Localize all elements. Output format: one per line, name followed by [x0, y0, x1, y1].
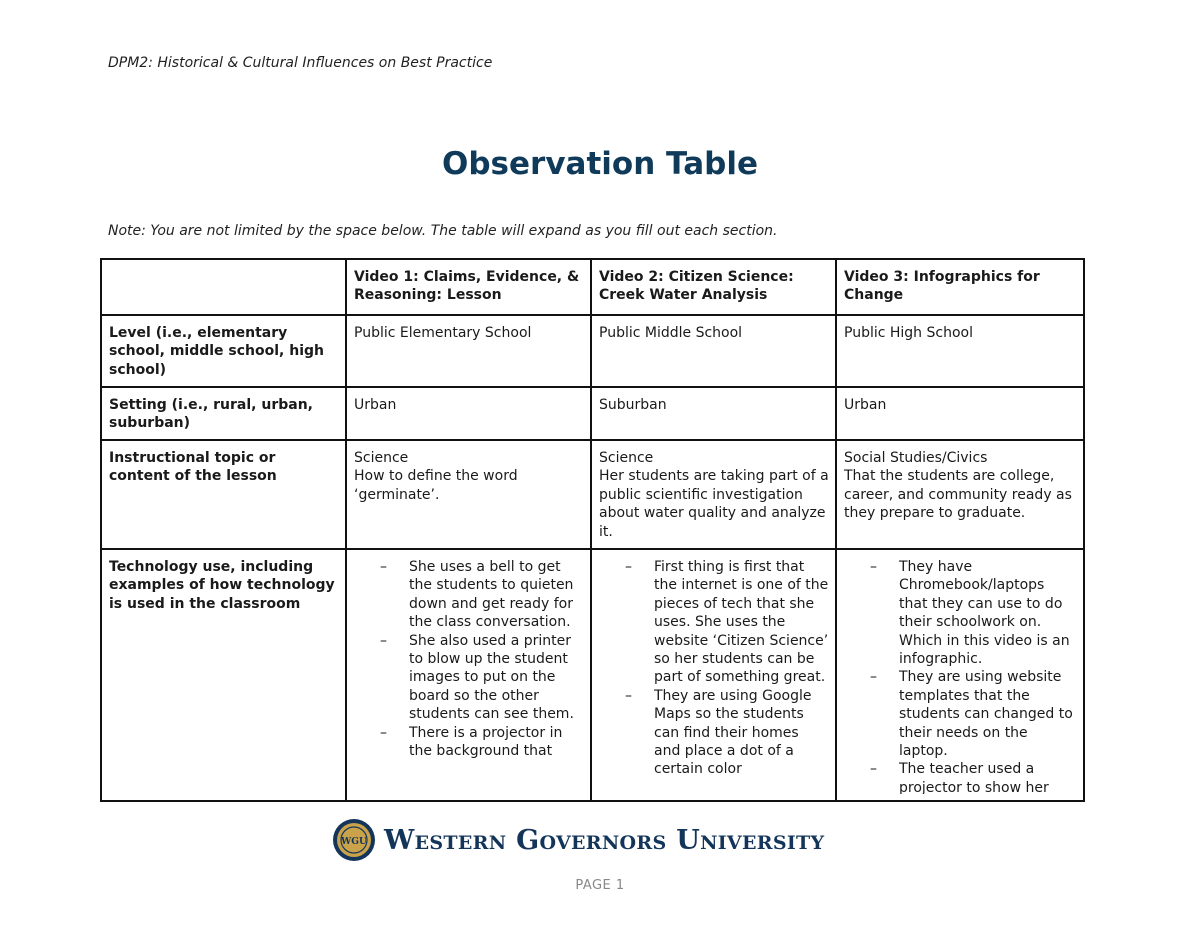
- cell-level-video-2: Public Middle School: [591, 315, 836, 387]
- list-item: – They are using Google Maps so the students can find their homes and place a dot of a certain color: [654, 687, 829, 779]
- cell-topic-video-3: [836, 440, 1084, 549]
- cell-topic-video-1: [346, 440, 591, 549]
- observation-table: [100, 258, 1085, 802]
- page-title: Observation Table: [442, 146, 758, 182]
- list-item: – First thing is first that the internet is one of the pieces of tech that she uses. She uses the website ‘Citizen Science’ so her students can be part of something great.: [654, 558, 829, 687]
- instruction-note: Note: You are not limited by the space below. The table will expand as you fill out each section.: [108, 223, 778, 239]
- topic-detail: Her students are taking part of a public scientific investigation about water quality and analyze it.: [599, 468, 829, 540]
- technology-list: [844, 558, 1077, 794]
- cell-setting-video-2: Suburban: [591, 387, 836, 440]
- list-item: – They are using website templates that the students can changed to their needs on the laptop.: [899, 668, 1077, 760]
- topic-detail: How to define the word ‘germinate’.: [354, 468, 518, 503]
- list-item: – They have Chromebook/laptops that they can use to do their schoolwork on. Which in this video is an infographic.: [899, 558, 1077, 668]
- table-row-technology: [101, 549, 1084, 801]
- topic-subject: Social Studies/Civics: [844, 450, 988, 466]
- technology-list: [354, 558, 584, 760]
- row-label-topic: Instructional topic or content of the lesson: [101, 440, 346, 549]
- cell-technology-video-3: [836, 549, 1084, 801]
- table-header-row: [101, 259, 1084, 315]
- cell-topic-video-2: [591, 440, 836, 549]
- topic-subject: Science: [599, 450, 654, 466]
- cell-technology-video-2: [591, 549, 836, 801]
- row-label-technology: Technology use, including examples of how technology is used in the classroom: [101, 549, 346, 801]
- seal-letters: WGU: [341, 837, 367, 847]
- topic-subject: Science: [354, 450, 409, 466]
- row-label-level: Level (i.e., elementary school, middle school, high school): [101, 315, 346, 387]
- row-label-setting: Setting (i.e., rural, urban, suburban): [101, 387, 346, 440]
- column-header-video-2: Video 2: Citizen Science: Creek Water Analysis: [591, 259, 836, 315]
- cell-technology-video-1: [346, 549, 591, 801]
- list-item: – There is a projector in the background that: [409, 724, 584, 761]
- cell-level-video-1: Public Elementary School: [346, 315, 591, 387]
- cell-level-video-3: Public High School: [836, 315, 1084, 387]
- list-item: – She also used a printer to blow up the student images to put on the board so the other students can see them.: [409, 632, 584, 724]
- technology-list: [599, 558, 829, 779]
- topic-detail: That the students are college, career, and community ready as they prepare to graduate.: [844, 468, 1072, 522]
- table-row-level: [101, 315, 1084, 387]
- wgu-logo: [332, 818, 824, 862]
- list-item: – She uses a bell to get the students to quieten down and get ready for the class conversation.: [409, 558, 584, 632]
- table-row-setting: [101, 387, 1084, 440]
- page-number: PAGE 1: [575, 878, 625, 893]
- university-seal-icon: [332, 818, 376, 862]
- cell-setting-video-3: Urban: [836, 387, 1084, 440]
- column-header-video-3: Video 3: Infographics for Change: [836, 259, 1084, 315]
- list-item: – The teacher used a projector to show her: [899, 760, 1077, 794]
- cell-setting-video-1: Urban: [346, 387, 591, 440]
- column-header-video-1: Video 1: Claims, Evidence, & Reasoning: Lesson: [346, 259, 591, 315]
- university-name: Western Governors University: [384, 824, 825, 856]
- document-header: DPM2: Historical & Cultural Influences on Best Practice: [108, 55, 493, 71]
- header-cell-empty: [101, 259, 346, 315]
- table-row-topic: [101, 440, 1084, 549]
